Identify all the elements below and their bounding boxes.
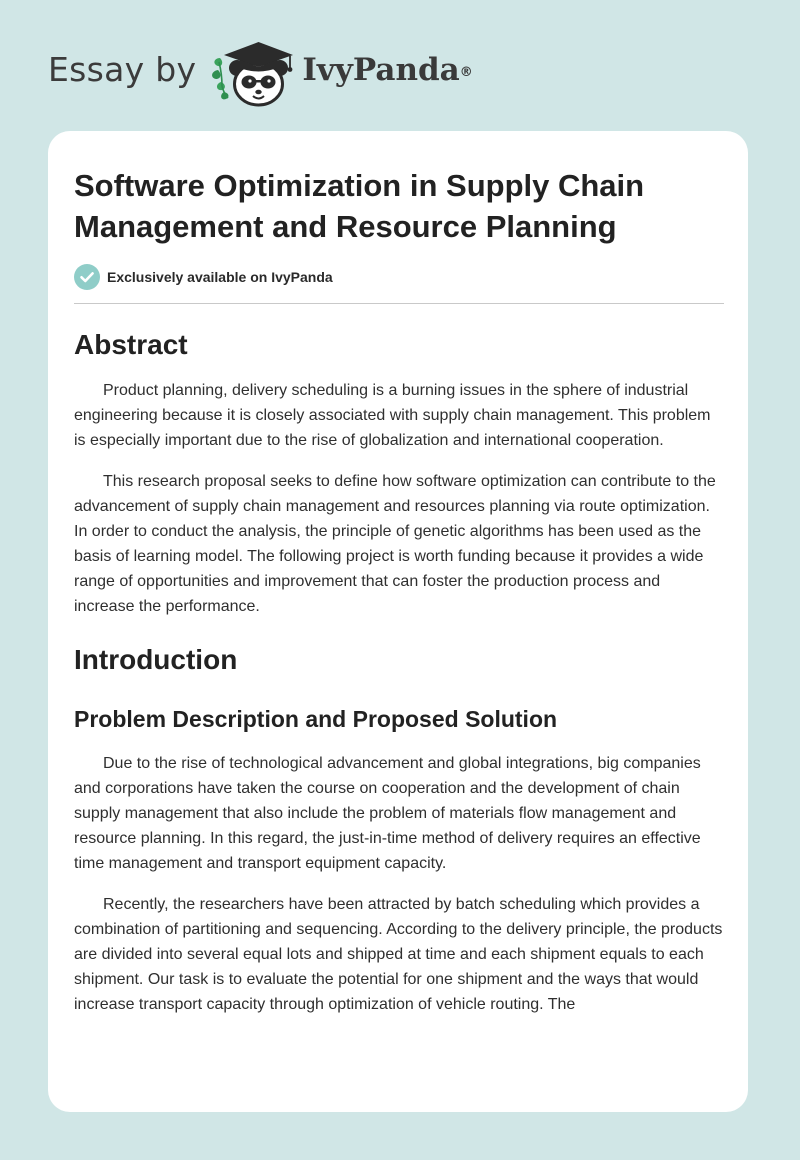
article-title: Software Optimization in Supply Chain Management and Resource Planning bbox=[74, 168, 645, 244]
problem-heading: Problem Description and Proposed Solution bbox=[74, 706, 558, 732]
brand-name: IvyPanda bbox=[302, 52, 460, 88]
abstract-paragraph-1: Product planning, delivery scheduling is a burning issues in the sphere of industrial engineering because it is closely associated with supply chain management. This problem is especially important due to the rise of globalization and international cooperation. bbox=[74, 382, 711, 449]
essay-by-label: Essay by bbox=[48, 49, 197, 89]
article-card bbox=[48, 131, 748, 1112]
check-circle-icon bbox=[74, 264, 100, 290]
problem-paragraph-1: Due to the rise of technological advancement and global integrations, big companies and corporations have taken the course on cooperation and the development of chain supply management that also include the problem of materials flow management and resource planning. In this regard, the just-in-time method of delivery requires an effective time management and transport equipment capacity. bbox=[74, 755, 701, 872]
ivypanda-logo-link[interactable] bbox=[210, 34, 472, 110]
title-divider bbox=[74, 303, 724, 304]
problem-paragraph-2: Recently, the researchers have been attracted by batch scheduling which provides a combination of partitioning and sequencing. According to the delivery principle, the products are divided into several equal lots and shipped at time and each shipment equals to each shipment. Our task is to evaluate the potential for one shipment and the ways that would increase transport capacity through optimization of vehicle routing. The bbox=[74, 896, 723, 1013]
exclusive-badge bbox=[74, 264, 724, 290]
abstract-paragraph-2: This research proposal seeks to define how software optimization can contribute to the advancement of supply chain management and resources planning via route optimization. In order to conduct the analysis, the principle of genetic algorithms has been used as the basis of learning model. The following project is worth funding because it provides a wide range of opportunities and improvement that can foster the production process and increase the performance. bbox=[74, 473, 716, 615]
introduction-heading: Introduction bbox=[74, 644, 238, 675]
panda-logo-icon bbox=[210, 34, 306, 110]
registered-mark: ® bbox=[459, 64, 473, 80]
site-header bbox=[48, 34, 473, 110]
article bbox=[74, 165, 724, 1017]
abstract-heading: Abstract bbox=[74, 329, 188, 360]
exclusive-label: Exclusively available on IvyPanda bbox=[107, 269, 333, 285]
